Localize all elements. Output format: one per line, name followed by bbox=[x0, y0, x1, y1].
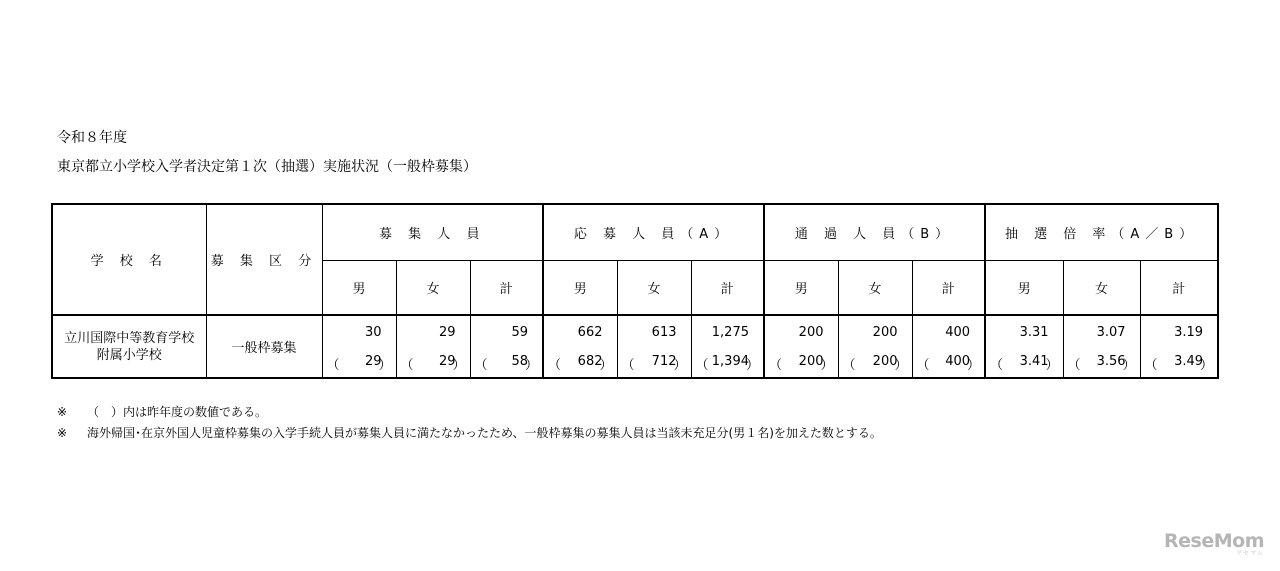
current-value: 200 bbox=[798, 325, 824, 340]
previous-year-value bbox=[1141, 354, 1218, 373]
paren-open: （ bbox=[842, 358, 856, 373]
previous-year-value bbox=[471, 354, 543, 373]
previous-year-value bbox=[765, 354, 838, 373]
footnote bbox=[57, 402, 882, 423]
passed-count-header: 通 過 人 員（B） bbox=[764, 204, 985, 260]
paren-close: ） bbox=[524, 358, 538, 373]
school-name-line2: 附属小学校 bbox=[96, 347, 162, 363]
paren-close: ） bbox=[1045, 358, 1059, 373]
footnote-text: 海外帰国･在京外国人児童枠募集の入学手続人員が募集人員に満たなかったため、一般枠募集の募集人員は当該未充足分(男１名)を加えた数とする。 bbox=[87, 426, 882, 440]
previous-year-value bbox=[913, 354, 985, 373]
paren-open: （ bbox=[474, 358, 488, 373]
previous-value: 29 bbox=[438, 354, 456, 369]
sub-header-total: 計 bbox=[912, 260, 985, 315]
value-cell bbox=[838, 315, 912, 378]
category-header: 募 集 区 分 bbox=[206, 204, 322, 315]
paren-open: （ bbox=[400, 358, 414, 373]
value-cell bbox=[470, 315, 543, 378]
value-cell bbox=[1063, 315, 1140, 378]
paren-open: （ bbox=[916, 358, 930, 373]
footnote bbox=[57, 423, 882, 444]
paren-close: ） bbox=[599, 358, 613, 373]
school-name-header: 学 校 名 bbox=[52, 204, 206, 315]
paren-open: （ bbox=[621, 358, 635, 373]
sub-header-male: 男 bbox=[985, 260, 1063, 315]
results-table bbox=[51, 203, 1219, 379]
current-value: 662 bbox=[577, 325, 603, 340]
sub-header-female: 女 bbox=[1063, 260, 1140, 315]
current-value: 59 bbox=[511, 325, 528, 340]
previous-year-value bbox=[618, 354, 691, 373]
value-cell bbox=[396, 315, 470, 378]
paren-close: ） bbox=[820, 358, 834, 373]
previous-year-value bbox=[1064, 354, 1140, 373]
lottery-ratio-header: 抽 選 倍 率（A／B） bbox=[985, 204, 1218, 260]
category-cell: 一般枠募集 bbox=[206, 315, 322, 378]
previous-value: 3.49 bbox=[1174, 354, 1204, 369]
previous-value: 29 bbox=[364, 354, 382, 369]
value-cell bbox=[912, 315, 985, 378]
sub-header-female: 女 bbox=[396, 260, 470, 315]
value-cell bbox=[322, 315, 396, 378]
logo-subtext: リセマム bbox=[1236, 550, 1264, 557]
paren-close: ） bbox=[894, 358, 908, 373]
paren-open: （ bbox=[769, 358, 783, 373]
paren-open: （ bbox=[1144, 358, 1158, 373]
sub-header-male: 男 bbox=[322, 260, 396, 315]
current-value: 200 bbox=[872, 325, 898, 340]
value-cell bbox=[543, 315, 617, 378]
sub-header-total: 計 bbox=[691, 260, 764, 315]
logo-text: ReseMom bbox=[1164, 530, 1264, 552]
table-row bbox=[52, 315, 1218, 378]
previous-year-value bbox=[397, 354, 470, 373]
paren-close: ） bbox=[745, 358, 759, 373]
previous-value: 3.41 bbox=[1019, 354, 1049, 369]
previous-value: 200 bbox=[798, 354, 824, 369]
applicant-count-header: 応 募 人 員（A） bbox=[543, 204, 764, 260]
current-value: 30 bbox=[364, 325, 382, 340]
previous-value: 200 bbox=[872, 354, 898, 369]
previous-year-value bbox=[692, 354, 764, 373]
current-value: 613 bbox=[651, 325, 677, 340]
previous-year-value bbox=[544, 354, 617, 373]
fiscal-year-heading: 令和８年度 bbox=[57, 130, 127, 146]
sub-header-female: 女 bbox=[838, 260, 912, 315]
paren-close: ） bbox=[1200, 358, 1214, 373]
current-value: 1,275 bbox=[711, 325, 749, 340]
previous-value: 400 bbox=[945, 354, 971, 369]
current-value: 400 bbox=[945, 325, 971, 340]
footnote-mark: ※ bbox=[57, 426, 68, 440]
header-row-groups bbox=[52, 204, 1218, 260]
paren-close: ） bbox=[452, 358, 466, 373]
paren-close: ） bbox=[673, 358, 687, 373]
value-cell bbox=[617, 315, 691, 378]
resemom-logo bbox=[1164, 530, 1264, 557]
current-value: 29 bbox=[438, 325, 456, 340]
paren-close: ） bbox=[967, 358, 981, 373]
sub-header-total: 計 bbox=[1140, 260, 1218, 315]
paren-close: ） bbox=[378, 358, 392, 373]
previous-value: 682 bbox=[577, 354, 603, 369]
footnotes bbox=[57, 402, 882, 444]
value-cell bbox=[1140, 315, 1218, 378]
paren-close: ） bbox=[1122, 358, 1136, 373]
paren-open: （ bbox=[695, 358, 709, 373]
previous-value: 3.56 bbox=[1096, 354, 1126, 369]
sub-header-total: 計 bbox=[470, 260, 543, 315]
paren-open: （ bbox=[326, 358, 340, 373]
recruit-count-header: 募 集 人 員 bbox=[322, 204, 543, 260]
previous-value: 1,394 bbox=[711, 354, 749, 369]
paren-open: （ bbox=[1067, 358, 1081, 373]
previous-value: 58 bbox=[511, 354, 528, 369]
footnote-text: （ ）内は昨年度の数値である。 bbox=[87, 405, 268, 419]
current-value: 3.07 bbox=[1096, 325, 1126, 340]
value-cell bbox=[691, 315, 764, 378]
current-value: 3.19 bbox=[1174, 325, 1204, 340]
paren-open: （ bbox=[990, 358, 1004, 373]
sub-header-male: 男 bbox=[543, 260, 617, 315]
school-name-cell bbox=[52, 315, 206, 378]
paren-open: （ bbox=[548, 358, 562, 373]
value-cell bbox=[764, 315, 838, 378]
footnote-mark: ※ bbox=[57, 405, 68, 419]
previous-year-value bbox=[839, 354, 912, 373]
previous-value: 712 bbox=[651, 354, 677, 369]
previous-year-value bbox=[986, 354, 1063, 373]
sub-header-female: 女 bbox=[617, 260, 691, 315]
sub-header-male: 男 bbox=[764, 260, 838, 315]
current-value: 3.31 bbox=[1019, 325, 1049, 340]
document-title: 東京都立小学校入学者決定第１次（抽選）実施状況（一般枠募集） bbox=[57, 159, 477, 175]
previous-year-value bbox=[323, 354, 396, 373]
value-cell bbox=[985, 315, 1063, 378]
school-name-line1: 立川国際中等教育学校 bbox=[64, 330, 195, 346]
